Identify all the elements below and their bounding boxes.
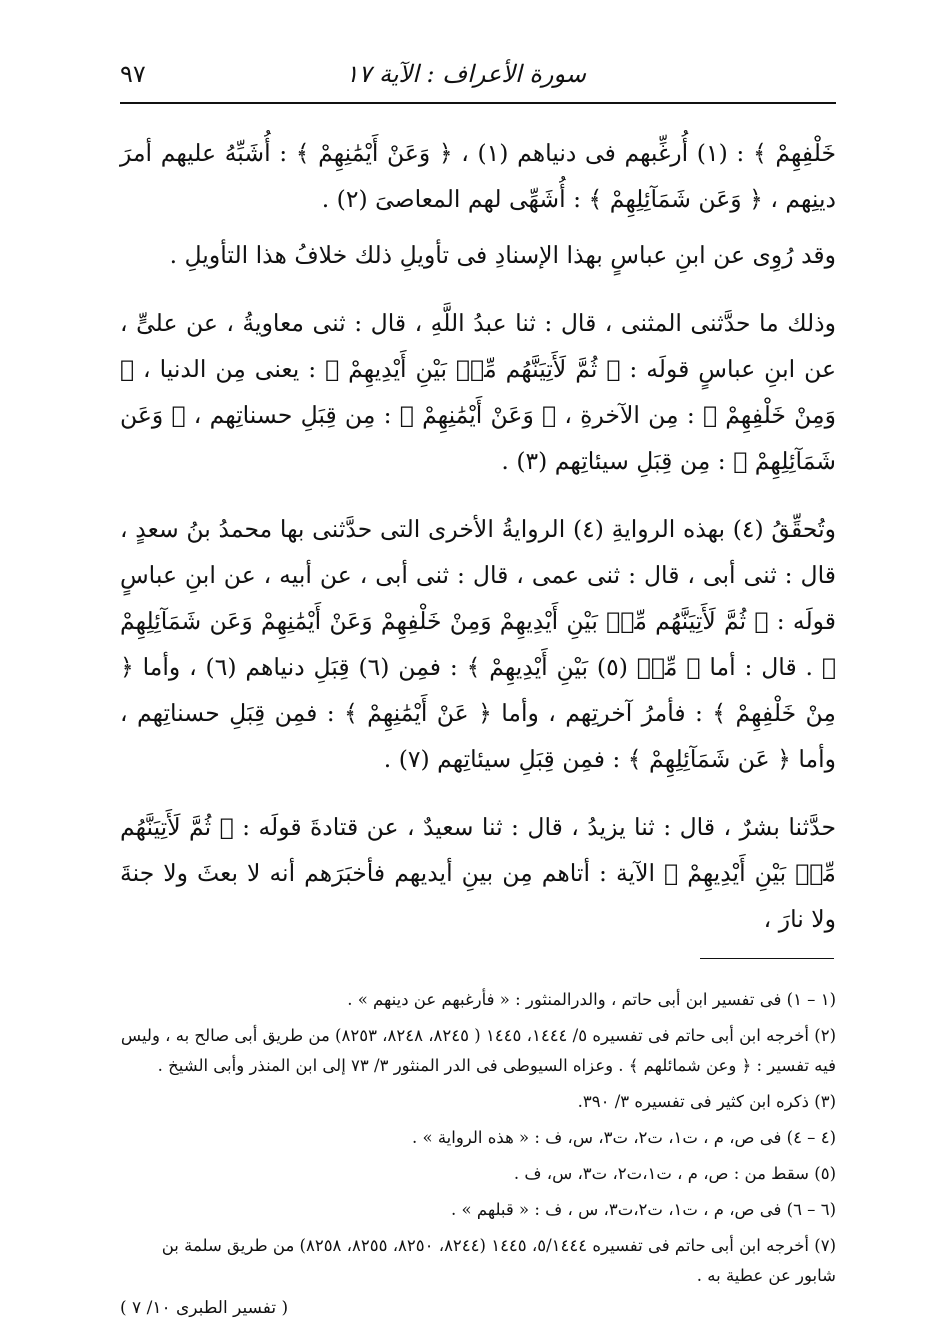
running-title: سورة الأعراف : الآية ١٧ [345, 60, 586, 88]
footnote: (١ – ١) فى تفسير ابن أبى حاتم ، والدرالمنثور : « فأرغبهم عن دينهم » . [347, 990, 836, 1009]
footnote: (٢) أخرجه ابن أبى حاتم فى تفسيره ٥/ ١٤٤٤، ١٤٤٥ ( ٨٢٤٥، ٨٢٤٨، ٨٢٥٣) من طريق أبى صالح به ، وليس فيه تفسير : ﴿ وعن شمائلهم ﴾ . وعزاه السيوطى فى الدر المنثور ٣/ ٧٣ إلى ابن المنذر وأبى الشيخ . [120, 1026, 836, 1075]
footnote: (٤ – ٤) فى ص، م ، ت١، ت٢، ت٣، س، ف : « هذه الرواية » . [411, 1128, 836, 1147]
main-text [120, 130, 836, 964]
page-number: ٩٧ [120, 60, 146, 88]
volume-signature: ( تفسير الطبرى ١٠/ ٧ ) [120, 1298, 289, 1318]
paragraph-2: وقد رُوِى عن ابنِ عباسٍ بهذا الإسنادِ فى تأويلِ ذلك خلافُ هذا التأويلِ . [169, 241, 836, 269]
footnote: (٣) ذكره ابن كثير فى تفسيره ٣/ ٣٩٠. [577, 1092, 836, 1111]
paragraph-3: وذلك ما حدَّثنى المثنى ، قال : ثنا عبدُ اللَّهِ ، قال : ثنى معاويةُ ، عن علىٍّ ، عن ابنِ عباسٍ قولَه : ﴿ ثُمَّ لَأَتِيَنَّهُم مِّنۢ بَيْنِ أَيْدِيهِمْ ﴾ : يعنى مِن الدنيا ، ﴿ وَمِنْ خَلْفِهِمْ ﴾ : مِن الآخرةِ ، ﴿ وَعَنْ أَيْمَٰنِهِمْ ﴾ : مِن قِبَلِ حسناتِهم ، ﴿ وَعَن شَمَآئِلِهِمْ ﴾ : مِن قِبَلِ سيئاتِهم (٣) . [120, 309, 836, 475]
footnote: (٧) أخرجه ابن أبى حاتم فى تفسيره ٥/١٤٤٤، ١٤٤٥ (٨٢٤٤، ٨٢٥٠، ٨٢٥٥، ٨٢٥٨) من طريق سلمة بن شابور عن عطية به . [161, 1236, 836, 1285]
paragraph-5: حدَّثنا بشرٌ ، قال : ثنا يزيدُ ، قال : ثنا سعيدٌ ، عن قتادةَ قولَه : ﴿ ثُمَّ لَأَتِيَنَّهُم مِّنۢ بَيْنِ أَيْدِيهِمْ ﴾ الآية : أتاهم مِن بينِ أيديهم فأخبَرَهم أنه لا بعثَ ولا جنةَ ولا نارَ ، [120, 813, 836, 933]
header-rule [120, 102, 836, 104]
footnote: (٦ – ٦) فى ص، م ، ت١، ت٢،ت٣، س ، ف : « قبلهم » . [451, 1200, 836, 1219]
footnotes [120, 985, 836, 1297]
page-header [120, 58, 836, 98]
footnote-rule [700, 958, 834, 959]
paragraph-4: وتُحقِّقُ (٤) بهذه الروايةِ (٤) الروايةُ الأخرى التى حدَّثنى بها محمدُ بنُ سعدٍ ، قال : ثنى أبى ، قال : ثنى عمى ، قال : ثنى أبى ، عن أبيه ، عن ابنِ عباسٍ قولَه : ﴿ ثُمَّ لَأَتِيَنَّهُم مِّنۢ بَيْنِ أَيْدِيهِمْ وَمِنْ خَلْفِهِمْ وَعَنْ أَيْمَٰنِهِمْ وَعَن شَمَآئِلِهِمْ ﴾ . قال : أما ﴿ مِّنۢ (٥) بَيْنِ أَيْدِيهِمْ ﴾ : فمِن (٦) قِبَلِ دنياهم (٦) ، وأما ﴿ مِنْ خَلْفِهِمْ ﴾ : فأمرُ آخرتِهم ، وأما ﴿ عَنْ أَيْمَٰنِهِمْ ﴾ : فمِن قِبَلِ حسناتِهم ، وأما ﴿ عَن شَمَآئِلِهِمْ ﴾ : فمِن قِبَلِ سيئاتِهم (٧) . [120, 515, 836, 773]
paragraph-1: خَلْفِهِمْ ﴾ : (١) أُرغِّبهم فى دنياهم (١) ، ﴿ وَعَنْ أَيْمَٰنِهِمْ ﴾ : أُشَبِّهُ عليهم أمرَ دينِهم ، ﴿ وَعَن شَمَآئِلِهِمْ ﴾ : أُشَهِّى لهم المعاصىَ (٢) . [120, 139, 837, 213]
footnote: (٥) سقط من : ص، م ، ت١،ت٢، ت٣، س، ف . [513, 1164, 836, 1183]
